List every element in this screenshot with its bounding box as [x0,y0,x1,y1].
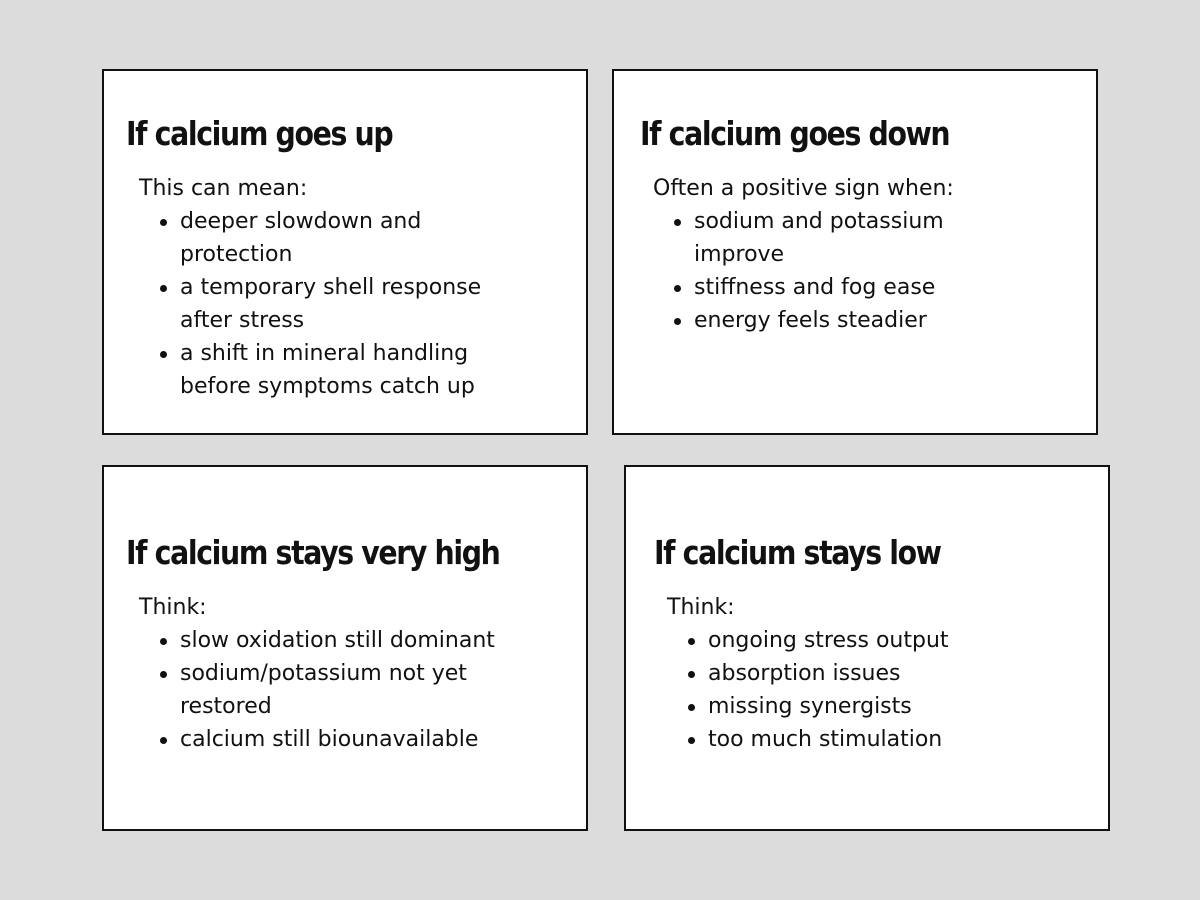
card-calcium-stays-very-high [102,465,588,831]
list-item-text: sodium and potassium improve [694,209,944,267]
bullet-list [104,205,514,403]
card-intro: Think: [667,595,735,620]
list-item [180,624,514,657]
bullet-icon [674,285,681,292]
card-intro: Think: [139,595,207,620]
bullet-icon [674,318,681,325]
bullet-icon [674,219,681,226]
list-item [708,690,1046,723]
list-item [708,657,1046,690]
bullet-icon [160,671,167,678]
list-item-text: too much stimulation [708,727,943,752]
list-item-text: sodium/potassium not yet restored [180,661,467,719]
list-item [180,723,514,756]
list-item [708,624,1046,657]
bullet-list [104,624,514,756]
list-item-text: a temporary shell response after stress [180,275,482,333]
list-item-text: ongoing stress output [708,628,949,653]
list-item-text: deeper slowdown and protection [180,209,422,267]
list-item [180,337,514,403]
bullet-list [626,624,1046,756]
bullet-icon [688,737,695,744]
card-intro: Often a positive sign when: [653,176,954,201]
card-title: If calcium goes up [126,114,393,153]
card-intro: This can mean: [139,176,308,201]
list-item [180,657,514,723]
list-item-text: missing synergists [708,694,912,719]
list-item-text: slow oxidation still dominant [180,628,495,653]
bullet-list [614,205,1034,337]
card-calcium-goes-down [612,69,1098,435]
bullet-icon [688,638,695,645]
list-item [694,271,1034,304]
card-title: If calcium goes down [640,114,950,153]
bullet-icon [160,219,167,226]
list-item-text: calcium still biounavailable [180,727,479,752]
bullet-icon [688,704,695,711]
card-title: If calcium stays very high [126,533,500,572]
bullet-icon [160,737,167,744]
list-item [694,304,1034,337]
bullet-icon [160,351,167,358]
list-item-text: absorption issues [708,661,901,686]
list-item-text: stiffness and fog ease [694,275,936,300]
list-item-text: energy feels steadier [694,308,927,333]
bullet-icon [688,671,695,678]
bullet-icon [160,285,167,292]
list-item [180,205,514,271]
bullet-icon [160,638,167,645]
card-calcium-goes-up [102,69,588,435]
card-calcium-stays-low [624,465,1110,831]
list-item [180,271,514,337]
list-item [708,723,1046,756]
card-title: If calcium stays low [654,533,941,572]
list-item [694,205,1034,271]
list-item-text: a shift in mineral handling before symptoms catch up [180,341,475,399]
